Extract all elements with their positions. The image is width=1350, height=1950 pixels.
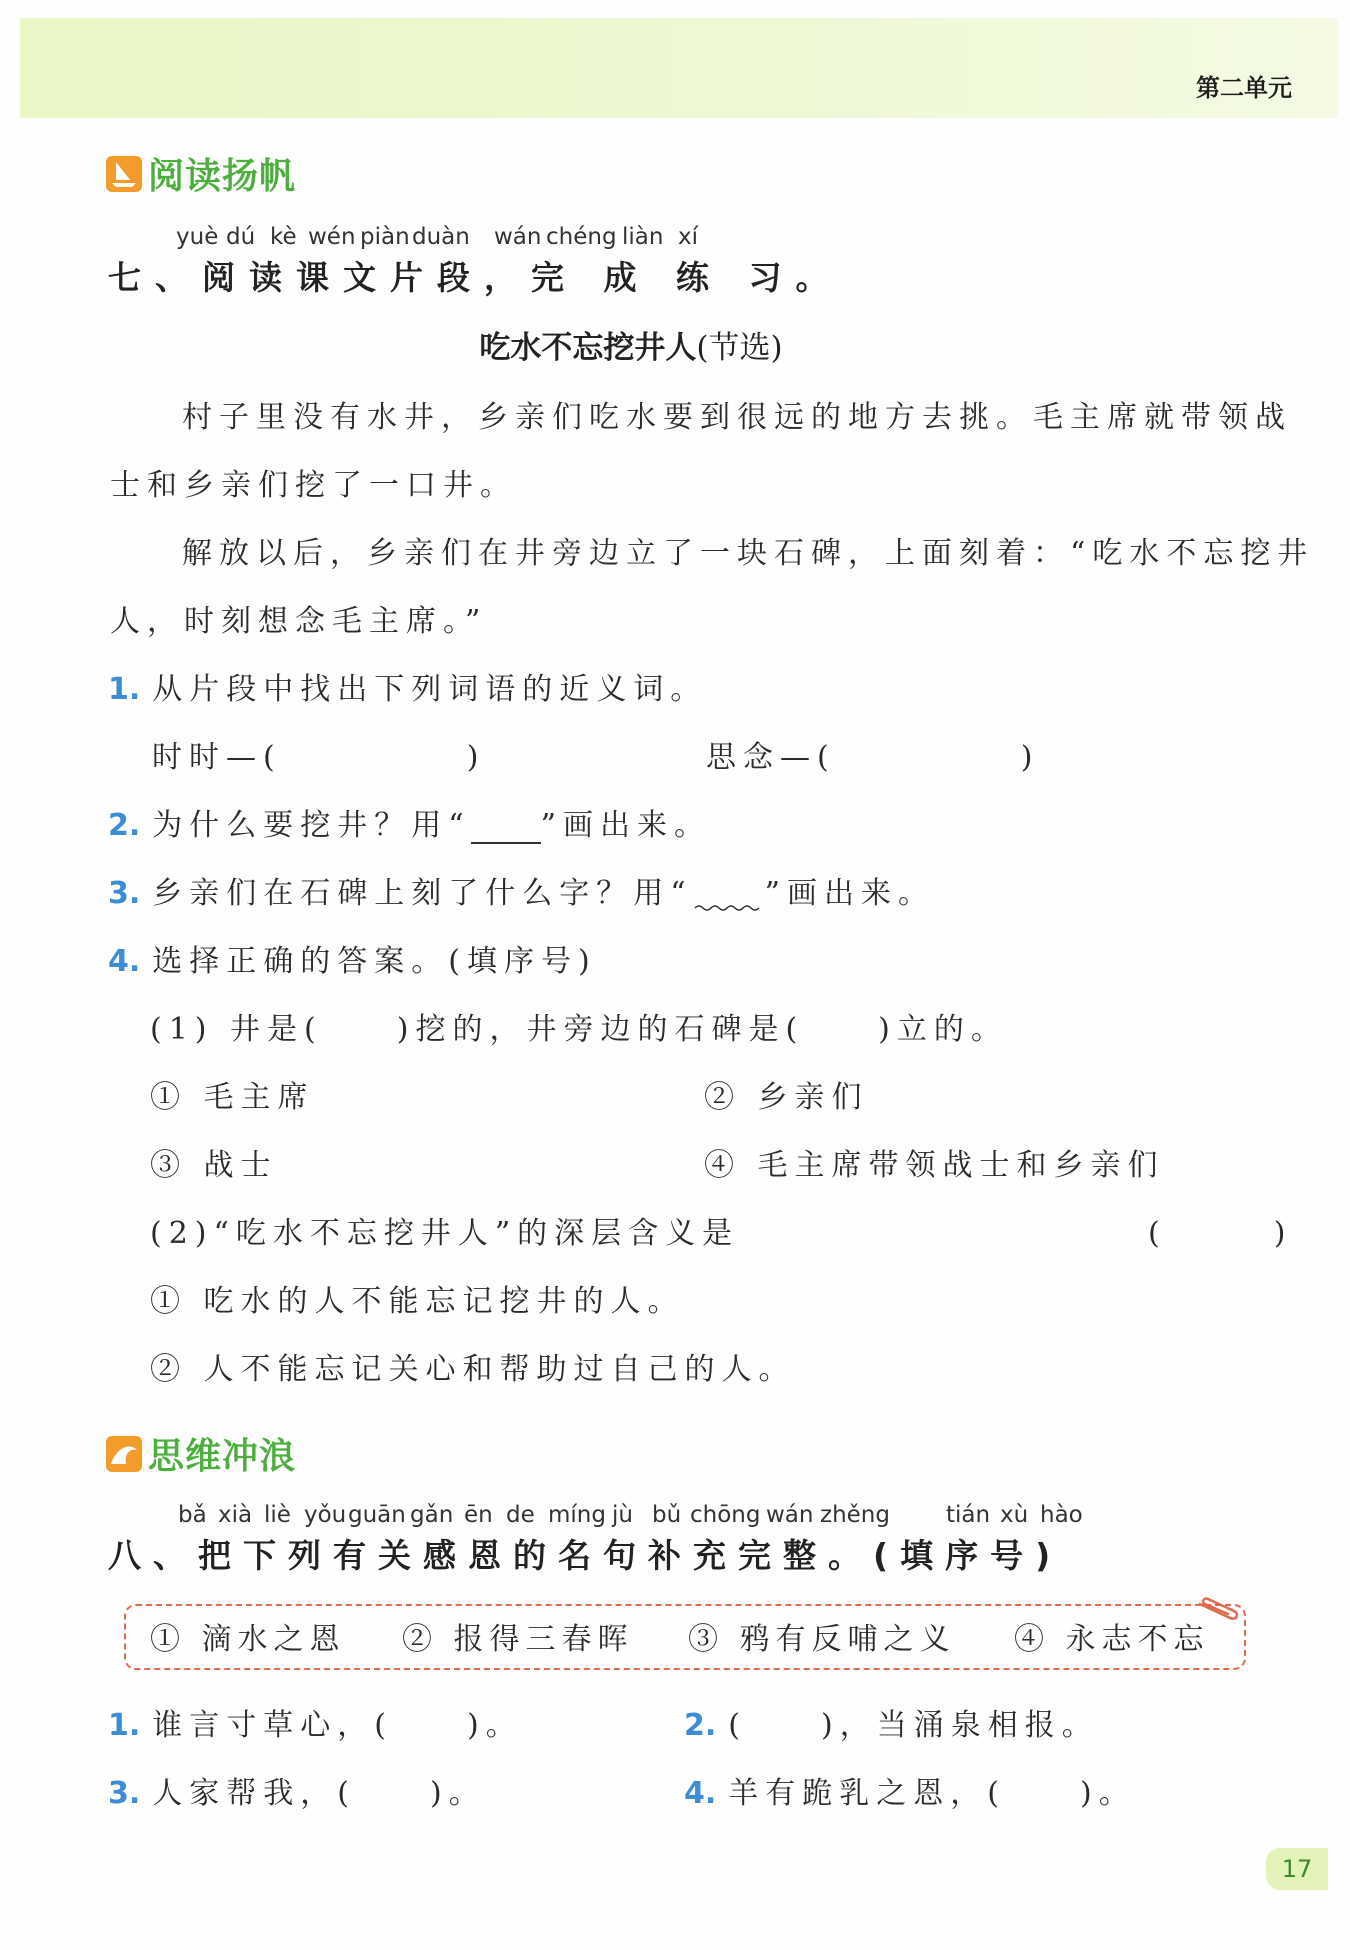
option: ④ 毛主席带领战士和乡亲们 xyxy=(704,1148,1165,1183)
pinyin: chōng xyxy=(690,1502,761,1528)
fill-item-4[interactable] xyxy=(684,1768,1136,1812)
pinyin: hào xyxy=(1040,1502,1083,1528)
passage-line: 村子里没有水井，乡亲们吃水要到很远的地方去挑。毛主席就带领战 xyxy=(182,400,1292,435)
pinyin: míng xyxy=(548,1502,606,1528)
item-text: ( )，当涌泉相报。 xyxy=(728,1708,1099,1743)
item-number: 4. xyxy=(684,1776,717,1811)
option: ① 吃水的人不能忘记挖井的人。 xyxy=(150,1284,685,1319)
pinyin: piàn xyxy=(360,224,410,250)
page-number: 17 xyxy=(1266,1848,1328,1890)
pinyin: chéng xyxy=(546,224,617,250)
passage-line: 人，时刻想念毛主席。” xyxy=(110,604,488,639)
pinyin: wén xyxy=(308,224,356,250)
pinyin: gǎn xyxy=(410,1502,454,1528)
header-band xyxy=(20,18,1338,118)
item-1 xyxy=(108,664,707,708)
item-number: 3. xyxy=(108,1776,141,1811)
section-thinking-heading xyxy=(106,1428,296,1479)
choice: ③ 鸦有反哺之义 xyxy=(688,1622,956,1657)
section-reading-title: 阅读扬帆 xyxy=(148,156,297,197)
choice: ① 滴水之恩 xyxy=(150,1622,346,1657)
item-number: 4. xyxy=(108,944,141,979)
pinyin: ēn xyxy=(464,1502,493,1528)
item-text: 从片段中找出下列词语的近义词。 xyxy=(152,672,708,707)
pinyin: xià xyxy=(218,1502,253,1528)
section-thinking-title: 思维冲浪 xyxy=(148,1436,297,1477)
pinyin: yǒu xyxy=(304,1502,347,1528)
fill-item-2[interactable] xyxy=(684,1700,1099,1744)
synonym-blank-1[interactable]: 时时—( ) xyxy=(152,740,486,775)
section-reading-heading xyxy=(106,148,296,199)
question-4-1[interactable]: (1) 井是( )挖的，井旁边的石碑是( )立的。 xyxy=(150,1012,1008,1047)
fill-item-1[interactable] xyxy=(108,1700,523,1744)
pinyin: xí xyxy=(678,224,699,250)
item-3 xyxy=(108,868,935,912)
question-8-title: 八、把下列有关感恩的名句补充完整。(填序号) xyxy=(108,1536,1063,1575)
item-text: 羊有跪乳之恩，( )。 xyxy=(728,1776,1136,1811)
pinyin: guān xyxy=(348,1502,406,1528)
item-number: 1. xyxy=(108,1708,141,1743)
choice: ② 报得三春晖 xyxy=(402,1622,634,1657)
pinyin: zhěng xyxy=(820,1502,890,1528)
item-number: 2. xyxy=(684,1708,717,1743)
passage-title xyxy=(0,322,1262,367)
item-number: 3. xyxy=(108,876,141,911)
pinyin: xù xyxy=(1000,1502,1029,1528)
wavy-underline-icon xyxy=(693,888,765,912)
item-number: 1. xyxy=(108,672,141,707)
option: ① 毛主席 xyxy=(150,1080,315,1115)
pinyin: jù xyxy=(612,1502,633,1528)
item-text: 人家帮我，( )。 xyxy=(152,1776,486,1811)
option: ③ 战士 xyxy=(150,1148,278,1183)
passage-subtitle: (节选) xyxy=(696,330,783,366)
item-4 xyxy=(108,936,597,980)
option: ② 人不能忘记关心和帮助过自己的人。 xyxy=(150,1352,796,1387)
item-2 xyxy=(108,800,711,844)
item-text: 谁言寸草心，( )。 xyxy=(152,1708,523,1743)
pinyin: wán xyxy=(494,224,542,250)
pinyin: yuè xyxy=(176,224,219,250)
pinyin: tián xyxy=(946,1502,991,1528)
pinyin: wán xyxy=(766,1502,814,1528)
pinyin: liàn xyxy=(622,224,664,250)
pinyin: de xyxy=(506,1502,535,1528)
pinyin: liè xyxy=(264,1502,291,1528)
pinyin: dú xyxy=(226,224,256,250)
choice: ④ 永志不忘 xyxy=(1014,1622,1210,1657)
passage-line: 解放以后，乡亲们在井旁边立了一块石碑，上面刻着：“吃水不忘挖井 xyxy=(182,536,1315,571)
item-text: 为什么要挖井？用“ xyxy=(152,808,471,843)
passage-line: 士和乡亲们挖了一口井。 xyxy=(110,468,517,503)
pinyin: bǔ xyxy=(652,1502,682,1528)
passage-title-text: 吃水不忘挖井人 xyxy=(479,330,697,366)
item-text: ”画出来。 xyxy=(764,876,935,911)
fill-item-3[interactable] xyxy=(108,1768,486,1812)
pinyin: duàn xyxy=(412,224,470,250)
synonym-blank-2[interactable]: 思念—( ) xyxy=(706,740,1040,775)
answer-paren[interactable]: ( ) xyxy=(1148,1216,1304,1251)
straight-underline-icon xyxy=(471,818,541,844)
unit-label: 第二单元 xyxy=(1196,74,1292,102)
pinyin: bǎ xyxy=(178,1502,207,1528)
option: ② 乡亲们 xyxy=(704,1080,869,1115)
item-text: 乡亲们在石碑上刻了什么字？用“ xyxy=(152,876,693,911)
question-4-2: (2)“吃水不忘挖井人”的深层含义是 xyxy=(150,1216,740,1251)
sailboat-icon xyxy=(106,156,142,192)
item-text: 选择正确的答案。(填序号) xyxy=(152,944,597,979)
pinyin: kè xyxy=(270,224,297,250)
wave-icon xyxy=(106,1436,142,1472)
item-text: ”画出来。 xyxy=(540,808,711,843)
item-number: 2. xyxy=(108,808,141,843)
question-7-title: 七、阅读课文片段，完 成 练 习。 xyxy=(108,258,843,297)
